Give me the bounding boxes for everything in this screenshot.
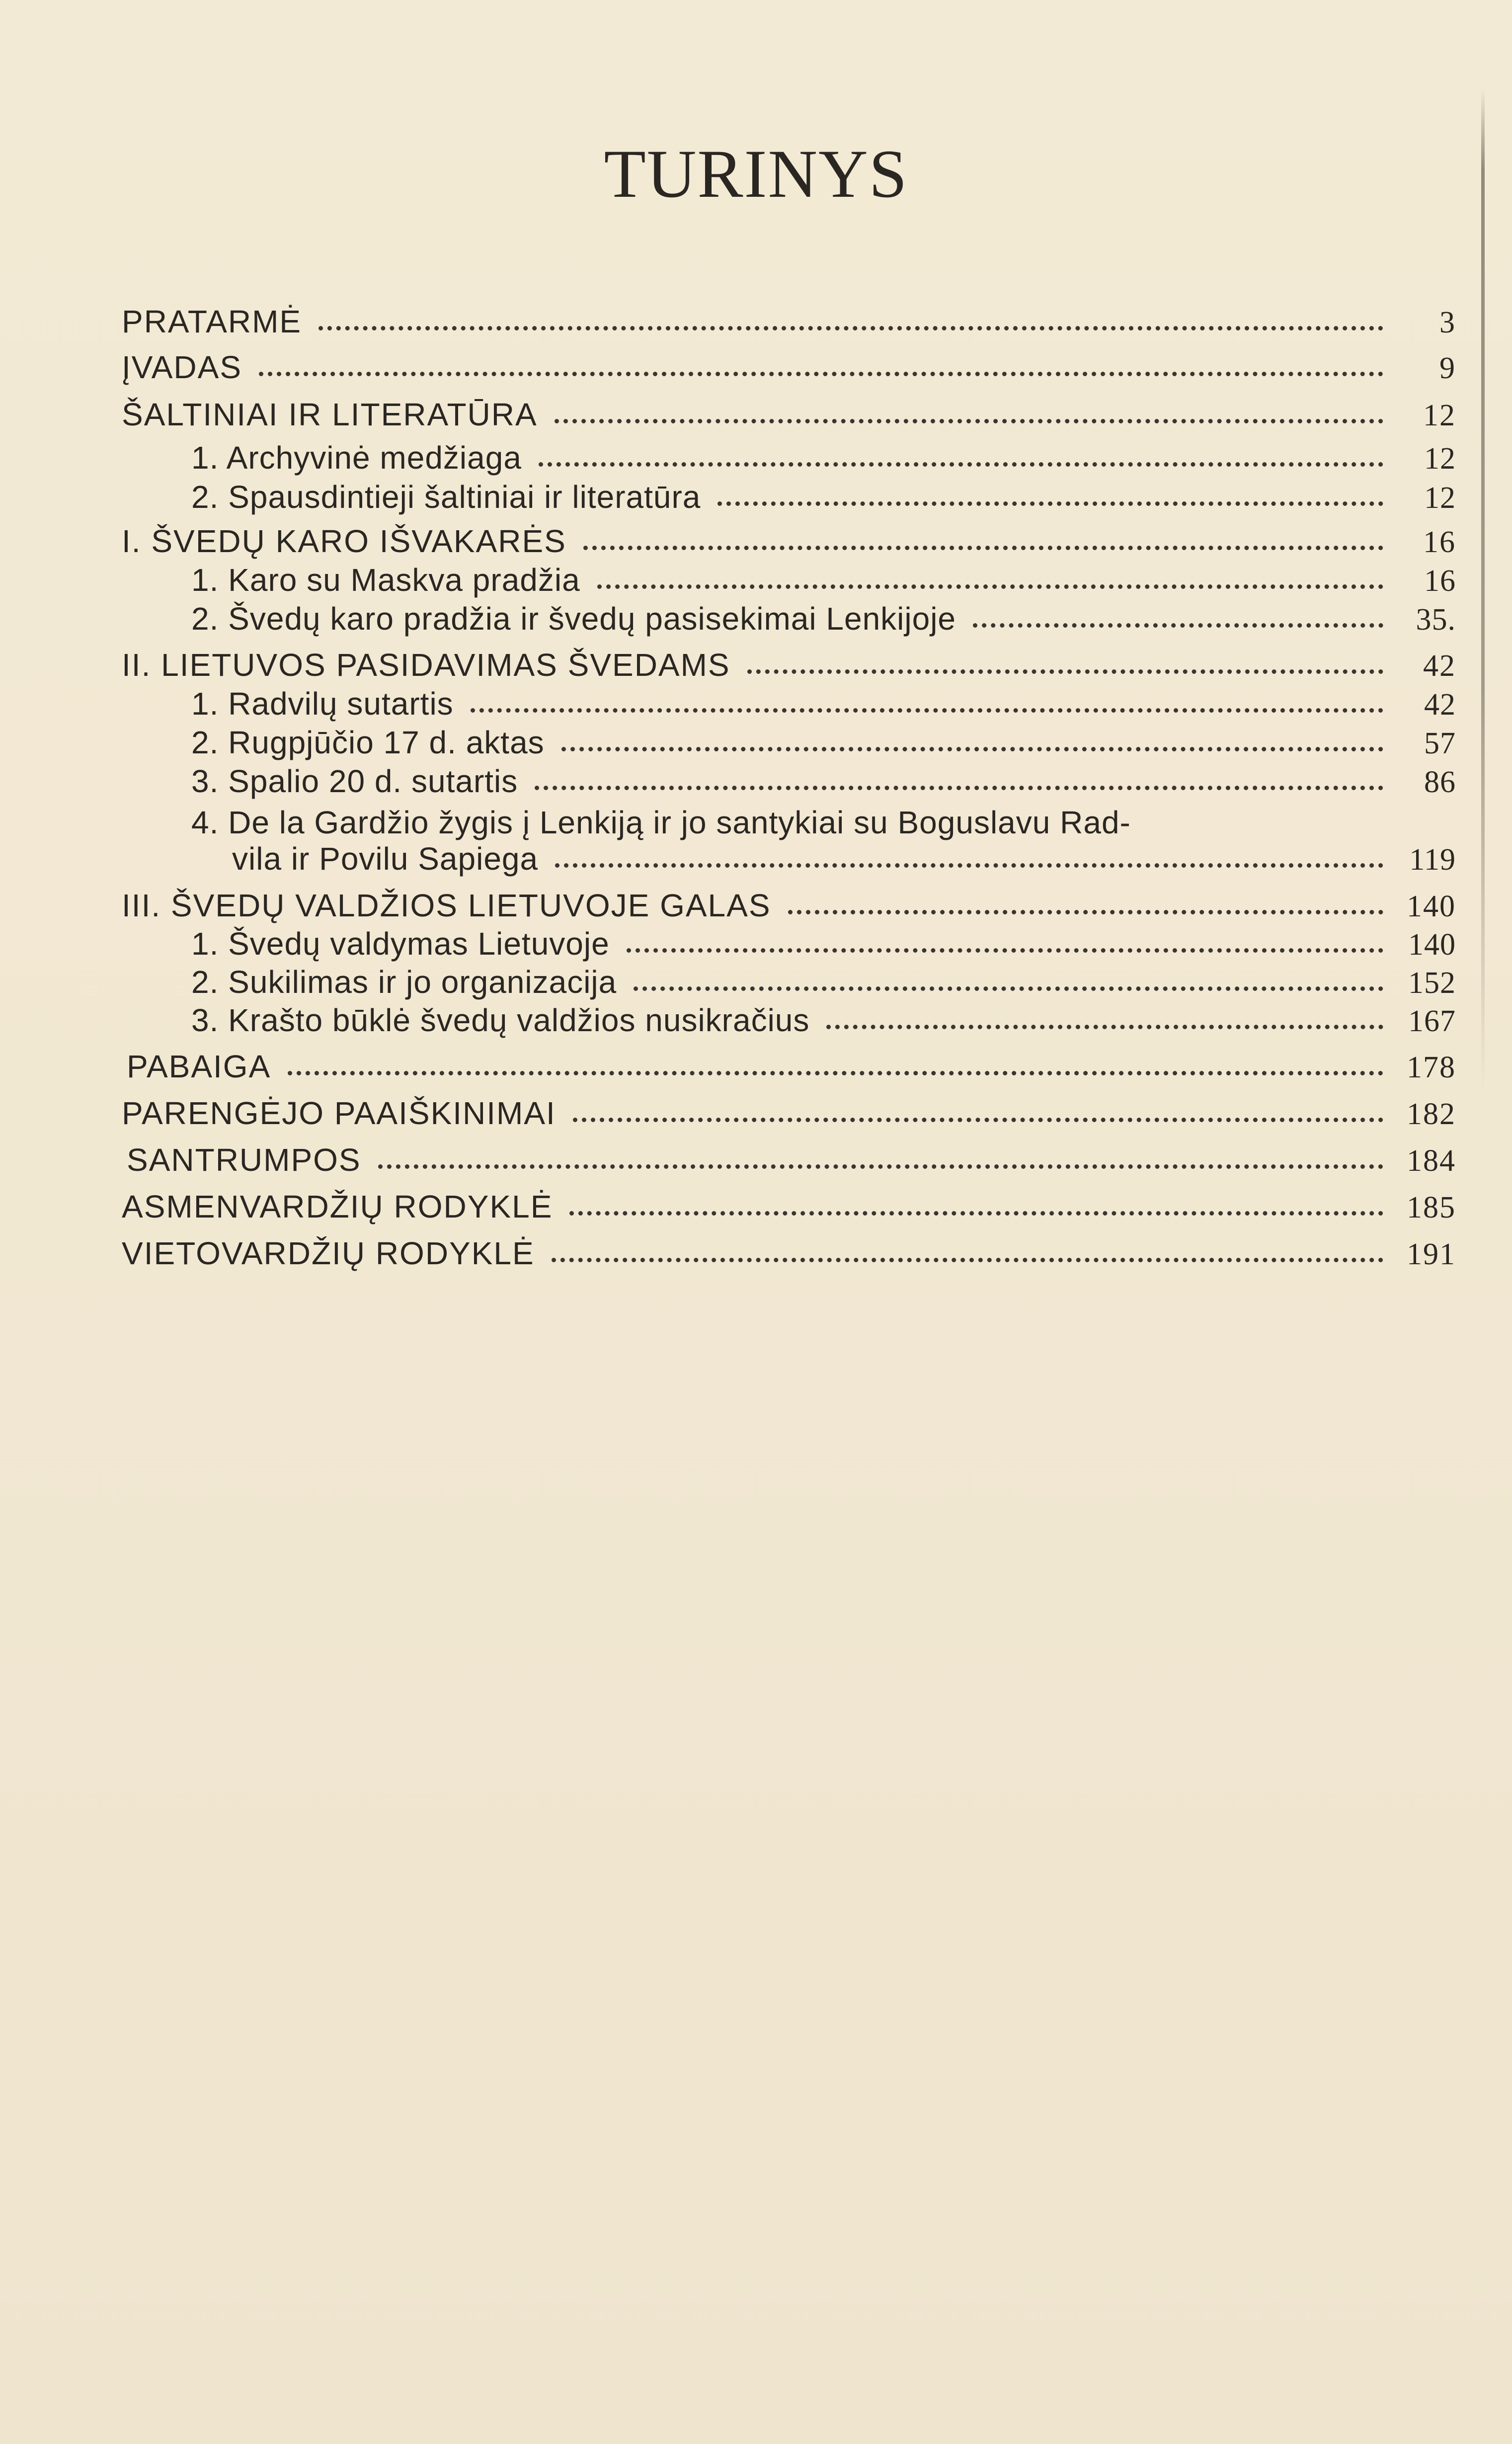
toc-leader-dots	[318, 326, 1383, 330]
toc-entry-page: 140	[1407, 890, 1456, 923]
toc-entry-page: 35.	[1416, 603, 1456, 637]
toc-leader-dots	[561, 747, 1383, 751]
toc-leader-dots	[573, 1118, 1383, 1122]
toc-entry-page: 3	[1439, 306, 1456, 339]
toc-entry-page: 12	[1424, 442, 1456, 476]
toc-entry-page: 86	[1424, 765, 1456, 799]
toc-entry-label: 2. Sukilimas ir jo organizacija	[191, 964, 617, 1000]
toc-entry	[122, 1237, 1456, 1270]
toc-leader-dots	[259, 372, 1383, 376]
toc-entry-page: 42	[1424, 688, 1456, 722]
toc-entry	[122, 442, 1456, 475]
toc-leader-dots	[552, 1258, 1383, 1262]
toc-entry-label: I. ŠVEDŲ KARO IŠVAKARĖS	[122, 523, 566, 559]
page-title: TURINYS	[604, 136, 908, 212]
toc-leader-dots	[826, 1025, 1383, 1029]
toc-entry-label: SANTRUMPOS	[127, 1142, 361, 1178]
toc-entry-page: 57	[1424, 727, 1456, 760]
toc-entry	[122, 843, 1456, 876]
toc-entry-page: 119	[1409, 843, 1456, 877]
toc-entry-page: 152	[1408, 966, 1456, 1000]
toc-entry	[122, 688, 1456, 721]
toc-entry-label: 1. Radvilų sutartis	[191, 686, 454, 722]
toc-leader-dots	[539, 462, 1383, 467]
toc-entry	[122, 1144, 1456, 1177]
toc-entry-page: 185	[1407, 1191, 1456, 1224]
toc-leader-dots	[627, 948, 1383, 953]
toc-leader-dots	[973, 623, 1383, 628]
toc-entry-page: 9	[1439, 351, 1456, 385]
toc-entry-label: 2. Rugpjūčio 17 d. aktas	[191, 725, 545, 760]
toc-entry	[122, 1051, 1456, 1083]
toc-leader-dots	[788, 910, 1384, 914]
toc-entry-label: PRATARMĖ	[122, 304, 302, 339]
toc-entry	[122, 351, 1456, 384]
toc-leader-dots	[555, 863, 1383, 868]
toc-entry-label: ŠALTINIAI IR LITERATŪRA	[122, 397, 538, 432]
toc-entry-page: 178	[1407, 1051, 1456, 1084]
toc-entry-page: 42	[1423, 649, 1456, 683]
toc-leader-dots	[378, 1164, 1383, 1169]
toc-entry-label: 1. Švedų valdymas Lietuvoje	[191, 926, 610, 962]
toc-entry-label: 3. Spalio 20 d. sutartis	[191, 763, 518, 799]
toc-entry-label: 1. Karo su Maskva pradžia	[191, 562, 580, 598]
toc-leader-dots	[535, 786, 1383, 790]
toc-leader-dots	[747, 669, 1383, 674]
toc-entry-page: 184	[1407, 1144, 1456, 1178]
toc-leader-dots	[597, 584, 1383, 589]
toc-entry-page: 12	[1423, 399, 1456, 432]
toc-entry	[122, 1191, 1456, 1223]
toc-entry-label: 3. Krašto būklė švedų valdžios nusikračius	[191, 1002, 810, 1038]
page-edge-shadow	[1481, 89, 1485, 1093]
toc-entry	[122, 564, 1456, 597]
toc-entry	[122, 1004, 1456, 1037]
toc-entry	[122, 765, 1456, 798]
toc-leader-dots	[583, 546, 1383, 550]
toc-entry	[122, 1097, 1456, 1130]
toc-entry-page: 16	[1424, 564, 1456, 598]
toc-entry	[122, 649, 1456, 682]
toc-entry	[122, 603, 1456, 636]
toc-leader-dots	[569, 1211, 1383, 1216]
toc-entry-label: vila ir Povilu Sapiega	[232, 841, 539, 877]
toc-entry	[122, 928, 1456, 961]
toc-leader-dots	[634, 986, 1383, 991]
toc-entry	[122, 399, 1456, 431]
toc-entry-label: II. LIETUVOS PASIDAVIMAS ŠVEDAMS	[122, 647, 730, 683]
toc-entry-first-line: 4. De la Gardžio žygis į Lenkiją ir jo santykiai su Boguslavu Rad-	[191, 805, 1131, 840]
toc-leader-dots	[555, 419, 1383, 423]
toc-entry	[122, 727, 1456, 759]
toc-entry-page: 182	[1407, 1097, 1456, 1131]
toc-entry-page: 12	[1424, 481, 1456, 515]
toc-entry	[122, 890, 1456, 922]
toc-leader-dots	[288, 1071, 1383, 1075]
toc-entry-label: III. ŠVEDŲ VALDŽIOS LIETUVOJE GALAS	[122, 888, 771, 923]
toc-entry-label: PABAIGA	[127, 1049, 271, 1084]
toc-entry-label: 2. Švedų karo pradžia ir švedų pasisekimai Lenkijoje	[191, 601, 956, 637]
toc-entry-label: ASMENVARDŽIŲ RODYKLĖ	[122, 1189, 553, 1224]
toc-entry-page: 16	[1423, 525, 1456, 559]
toc-entry-label: PARENGĖJO PAAIŠKINIMAI	[122, 1095, 556, 1131]
toc-entry-page: 191	[1407, 1237, 1456, 1271]
toc-entry	[122, 966, 1456, 999]
toc-entry-label: 2. Spausdintieji šaltiniai ir literatūra	[191, 479, 701, 515]
toc-entry-page: 140	[1408, 928, 1456, 962]
toc-entry-label: VIETOVARDŽIŲ RODYKLĖ	[122, 1235, 535, 1271]
table-of-contents	[122, 306, 1456, 1270]
toc-entry-label: 1. Archyvinė medžiaga	[191, 440, 522, 476]
toc-entry-label: ĮVADAS	[122, 349, 242, 385]
toc-entry-page: 167	[1408, 1004, 1456, 1038]
toc-entry	[122, 525, 1456, 558]
toc-leader-dots	[717, 501, 1383, 506]
toc-entry	[122, 481, 1456, 514]
toc-leader-dots	[471, 708, 1383, 713]
toc-entry	[122, 306, 1456, 338]
